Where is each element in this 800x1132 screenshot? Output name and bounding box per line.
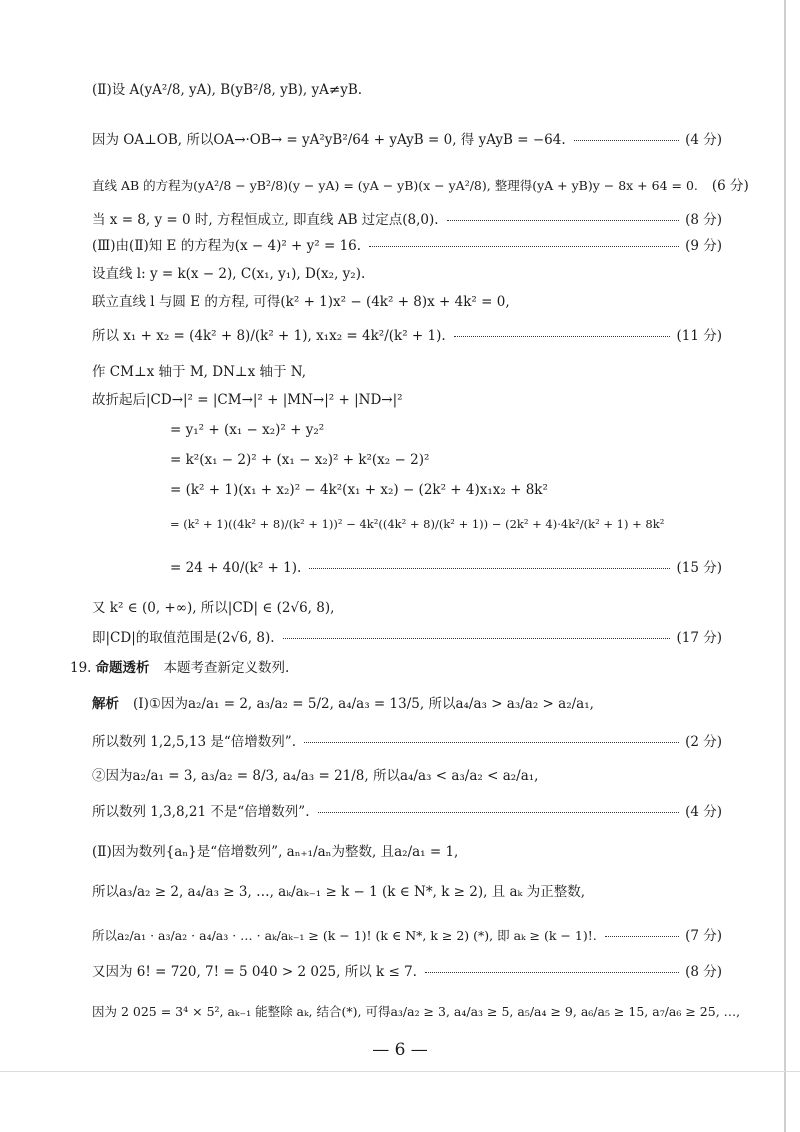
line-factorial: 又因为 6! = 720, 7! = 5 040 > 2 025, 所以 k ≤ 7. (8 分): [92, 964, 722, 980]
line-conclusion-2: 所以数列 1,3,8,21 不是“倍增数列”. (4 分): [92, 804, 722, 820]
line-projection: 作 CM⊥x 轴于 M, DN⊥x 轴于 N,: [92, 364, 307, 380]
section-title: 命题透析: [95, 660, 150, 676]
score: (8 分): [685, 212, 722, 228]
line-fixed-point: 当 x = 8, y = 0 时, 方程恒成立, 即直线 AB 过定点(8,0). (8 分): [92, 212, 722, 228]
line-perpendicular: 因为 OA⊥OB, 所以OA→·OB→ = yA²yB²/64 + yAyB = 0, 得 yAyB = −64. (4 分): [92, 132, 722, 148]
analysis-label: 解析: [92, 696, 119, 712]
line-analysis-2: ②因为a₂/a₁ = 3, a₃/a₂ = 8/3, a₄/a₃ = 21/8, 所以a₄/a₃ < a₃/a₂ < a₂/a₁,: [92, 768, 539, 784]
score: (9 分): [685, 238, 722, 254]
line-part3-circle: (Ⅲ)由(Ⅱ)知 E 的方程为(x − 4)² + y² = 16. (9 分): [92, 238, 722, 254]
line-cd-range: 即|CD|的取值范围是(2√6, 8). (17 分): [92, 630, 722, 646]
line-range-k: 又 k² ∈ (0, +∞), 所以|CD| ∈ (2√6, 8),: [92, 600, 335, 616]
page-edge-bottom: [0, 1071, 800, 1072]
line-ab-equation: 直线 AB 的方程为(yA²/8 − yB²/8)(y − yA) = (yA − yB)(x − yA²/8), 整理得(yA + yB)y − 8x + 64 = 0. (6 分): [92, 178, 749, 194]
line-fold-distance: 故折起后|CD→|² = |CM→|² + |MN→|² + |ND→|²: [92, 392, 403, 408]
page-number: — 6 —: [372, 1040, 428, 1060]
line-analysis-1: 解析 (Ⅰ)①因为a₂/a₁ = 2, a₃/a₂ = 5/2, a₄/a₃ = 13/5, 所以a₄/a₃ > a₃/a₂ > a₂/a₁,: [92, 696, 594, 712]
page-edge-right: [784, 0, 786, 1132]
line-part2-setup: (Ⅱ)设 A(yA²/8, yA), B(yB²/8, yB), yA≠yB.: [92, 82, 363, 98]
score: (8 分): [685, 964, 722, 980]
line-step-5: = 24 + 40/(k² + 1). (15 分): [170, 560, 722, 576]
line-step-3: = (k² + 1)(x₁ + x₂)² − 4k²(x₁ + x₂) − (2k² + 4)x₁x₂ + 8k²: [170, 482, 548, 498]
score: (7 分): [685, 928, 722, 944]
line-step-2: = k²(x₁ − 2)² + (x₁ − x₂)² + k²(x₂ − 2)²: [170, 452, 430, 468]
line-part2-sequence: (Ⅱ)因为数列{aₙ}是“倍增数列”, aₙ₊₁/aₙ为整数, 且a₂/a₁ = 1,: [92, 844, 459, 860]
score: (6 分): [711, 178, 749, 194]
line-set-line-l: 设直线 l: y = k(x − 2), C(x₁, y₁), D(x₂, y₂).: [92, 266, 366, 282]
score: (2 分): [685, 734, 722, 750]
line-step-1: = y₁² + (x₁ − x₂)² + y₂²: [170, 422, 325, 438]
score: (15 分): [676, 560, 722, 576]
line-step-4: = (k² + 1)((4k² + 8)/(k² + 1))² − 4k²((4k² + 8)/(k² + 1)) − (2k² + 4)·4k²/(k² + 1) + 8k²: [170, 517, 665, 531]
score: (17 分): [676, 630, 722, 646]
score: (11 分): [676, 328, 722, 344]
line-vieta: 所以 x₁ + x₂ = (4k² + 8)/(k² + 1), x₁x₂ = 4k²/(k² + 1). (11 分): [92, 328, 722, 344]
score: (4 分): [685, 132, 722, 148]
line-factorization: 因为 2 025 = 3⁴ × 5², aₖ₋₁ 能整除 aₖ, 结合(*), 可得a₃/a₂ ≥ 3, a₄/a₃ ≥ 5, a₅/a₄ ≥ 9, a₆/a₅ ≥ 15, a₇/a₆ ≥ 25, …,: [92, 1004, 741, 1019]
line-combine: 联立直线 l 与圆 E 的方程, 可得(k² + 1)x² − (4k² + 8)x + 4k² = 0,: [92, 294, 510, 310]
line-product: 所以a₂/a₁ · a₃/a₂ · a₄/a₃ · … · aₖ/aₖ₋₁ ≥ (k − 1)! (k ∈ N*, k ≥ 2) (*), 即 aₖ ≥ (k − 1)!. (7 分): [92, 928, 722, 944]
problem-19-header: 19. 命题透析 本题考查新定义数列.: [70, 660, 290, 676]
line-inequality-chain: 所以a₃/a₂ ≥ 2, a₄/a₃ ≥ 3, …, aₖ/aₖ₋₁ ≥ k − 1 (k ∈ N*, k ≥ 2), 且 aₖ 为正整数,: [92, 884, 586, 900]
line-conclusion-1: 所以数列 1,2,5,13 是“倍增数列”. (2 分): [92, 734, 722, 750]
score: (4 分): [685, 804, 722, 820]
